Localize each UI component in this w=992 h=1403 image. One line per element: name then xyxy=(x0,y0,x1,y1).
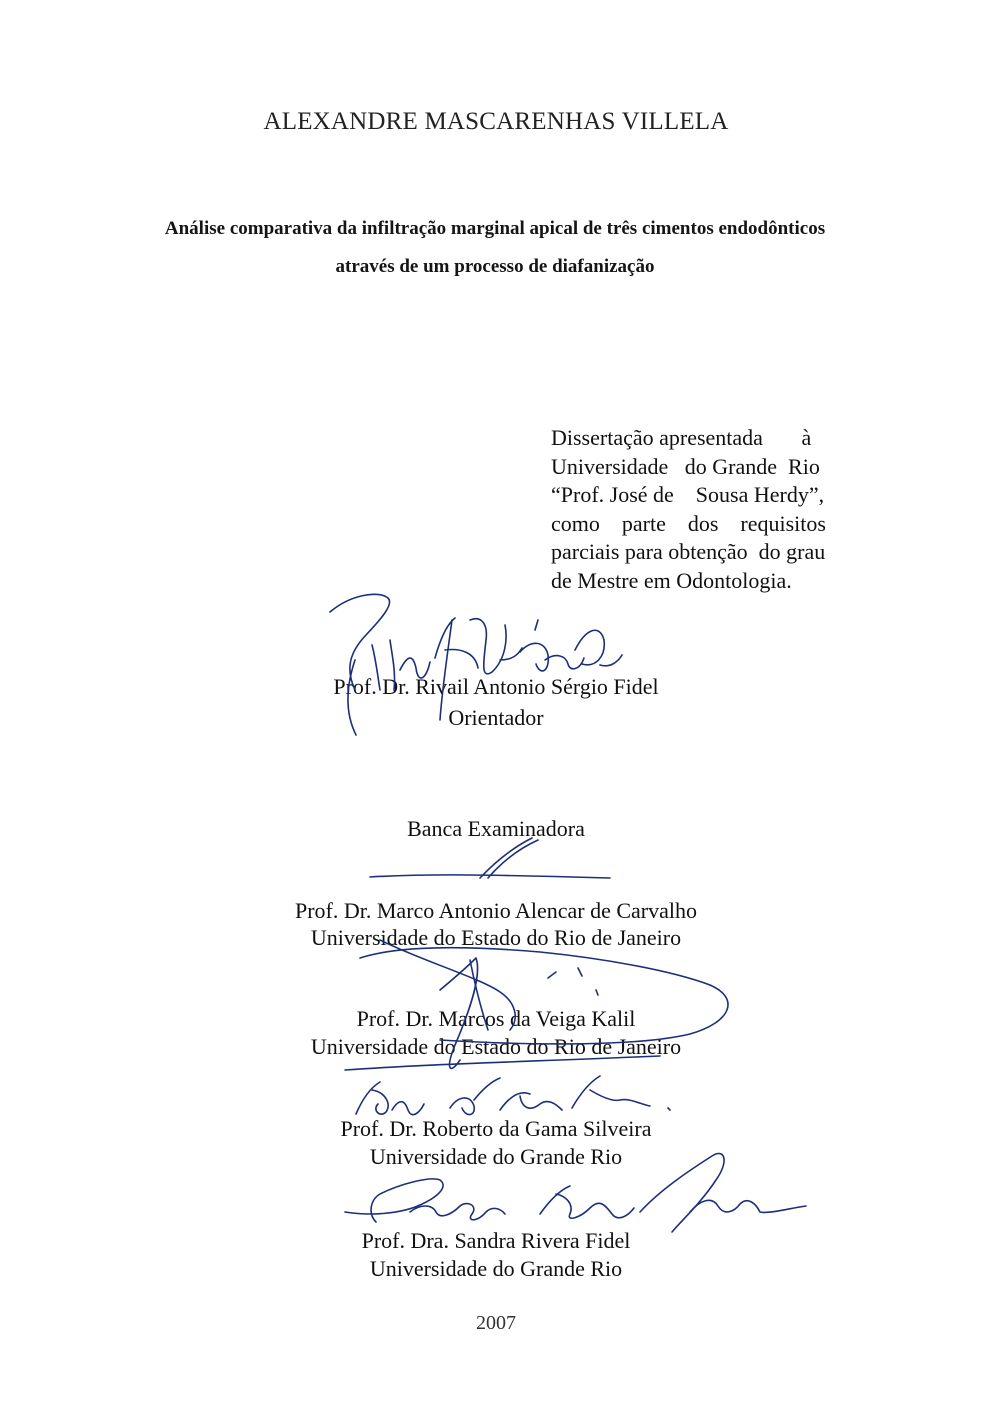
dissertation-title-line-2: através de um processo de diafanização xyxy=(335,256,655,277)
committee-signature-3 xyxy=(356,1076,670,1115)
purpose-line: de Mestre em Odontologia. xyxy=(551,567,792,593)
committee-heading: Banca Examinadora xyxy=(407,816,585,841)
committee-member-name: Prof. Dr. Marcos da Veiga Kalil xyxy=(356,1006,636,1031)
purpose-line: Dissertação apresentada à xyxy=(551,425,812,450)
purpose-line: como parte dos requisitos xyxy=(551,510,826,536)
committee-signature-1 xyxy=(370,838,610,878)
advisor-name: Prof. Dr. Rivail Antonio Sérgio Fidel xyxy=(333,674,659,699)
purpose-line: “Prof. José de Sousa Herdy”, xyxy=(551,482,825,508)
committee-member-name: Prof. Dra. Sandra Rivera Fidel xyxy=(361,1228,631,1253)
committee-member-institution: Universidade do Grande Rio xyxy=(369,1256,623,1281)
committee-member-name: Prof. Dr. Marco Antonio Alencar de Carvalho xyxy=(294,898,697,923)
committee-member-institution: Universidade do Estado do Rio de Janeiro xyxy=(310,925,682,950)
advisor-role: Orientador xyxy=(448,705,544,730)
committee-member-name: Prof. Dr. Roberto da Gama Silveira xyxy=(340,1116,652,1141)
dissertation-purpose-statement xyxy=(551,424,861,596)
publication-year: 2007 xyxy=(476,1312,516,1334)
committee-member-institution: Universidade do Grande Rio xyxy=(369,1144,623,1169)
dissertation-title-line-1: Análise comparativa da infiltração marginal apical de três cimentos endodônticos xyxy=(164,218,826,239)
purpose-line: parciais para obtenção do grau xyxy=(551,539,826,565)
committee-member-institution: Universidade do Estado do Rio de Janeiro xyxy=(310,1034,682,1059)
purpose-line: Universidade do Grande Rio xyxy=(551,453,820,479)
author-name: ALEXANDRE MASCARENHAS VILLELA xyxy=(263,108,729,135)
